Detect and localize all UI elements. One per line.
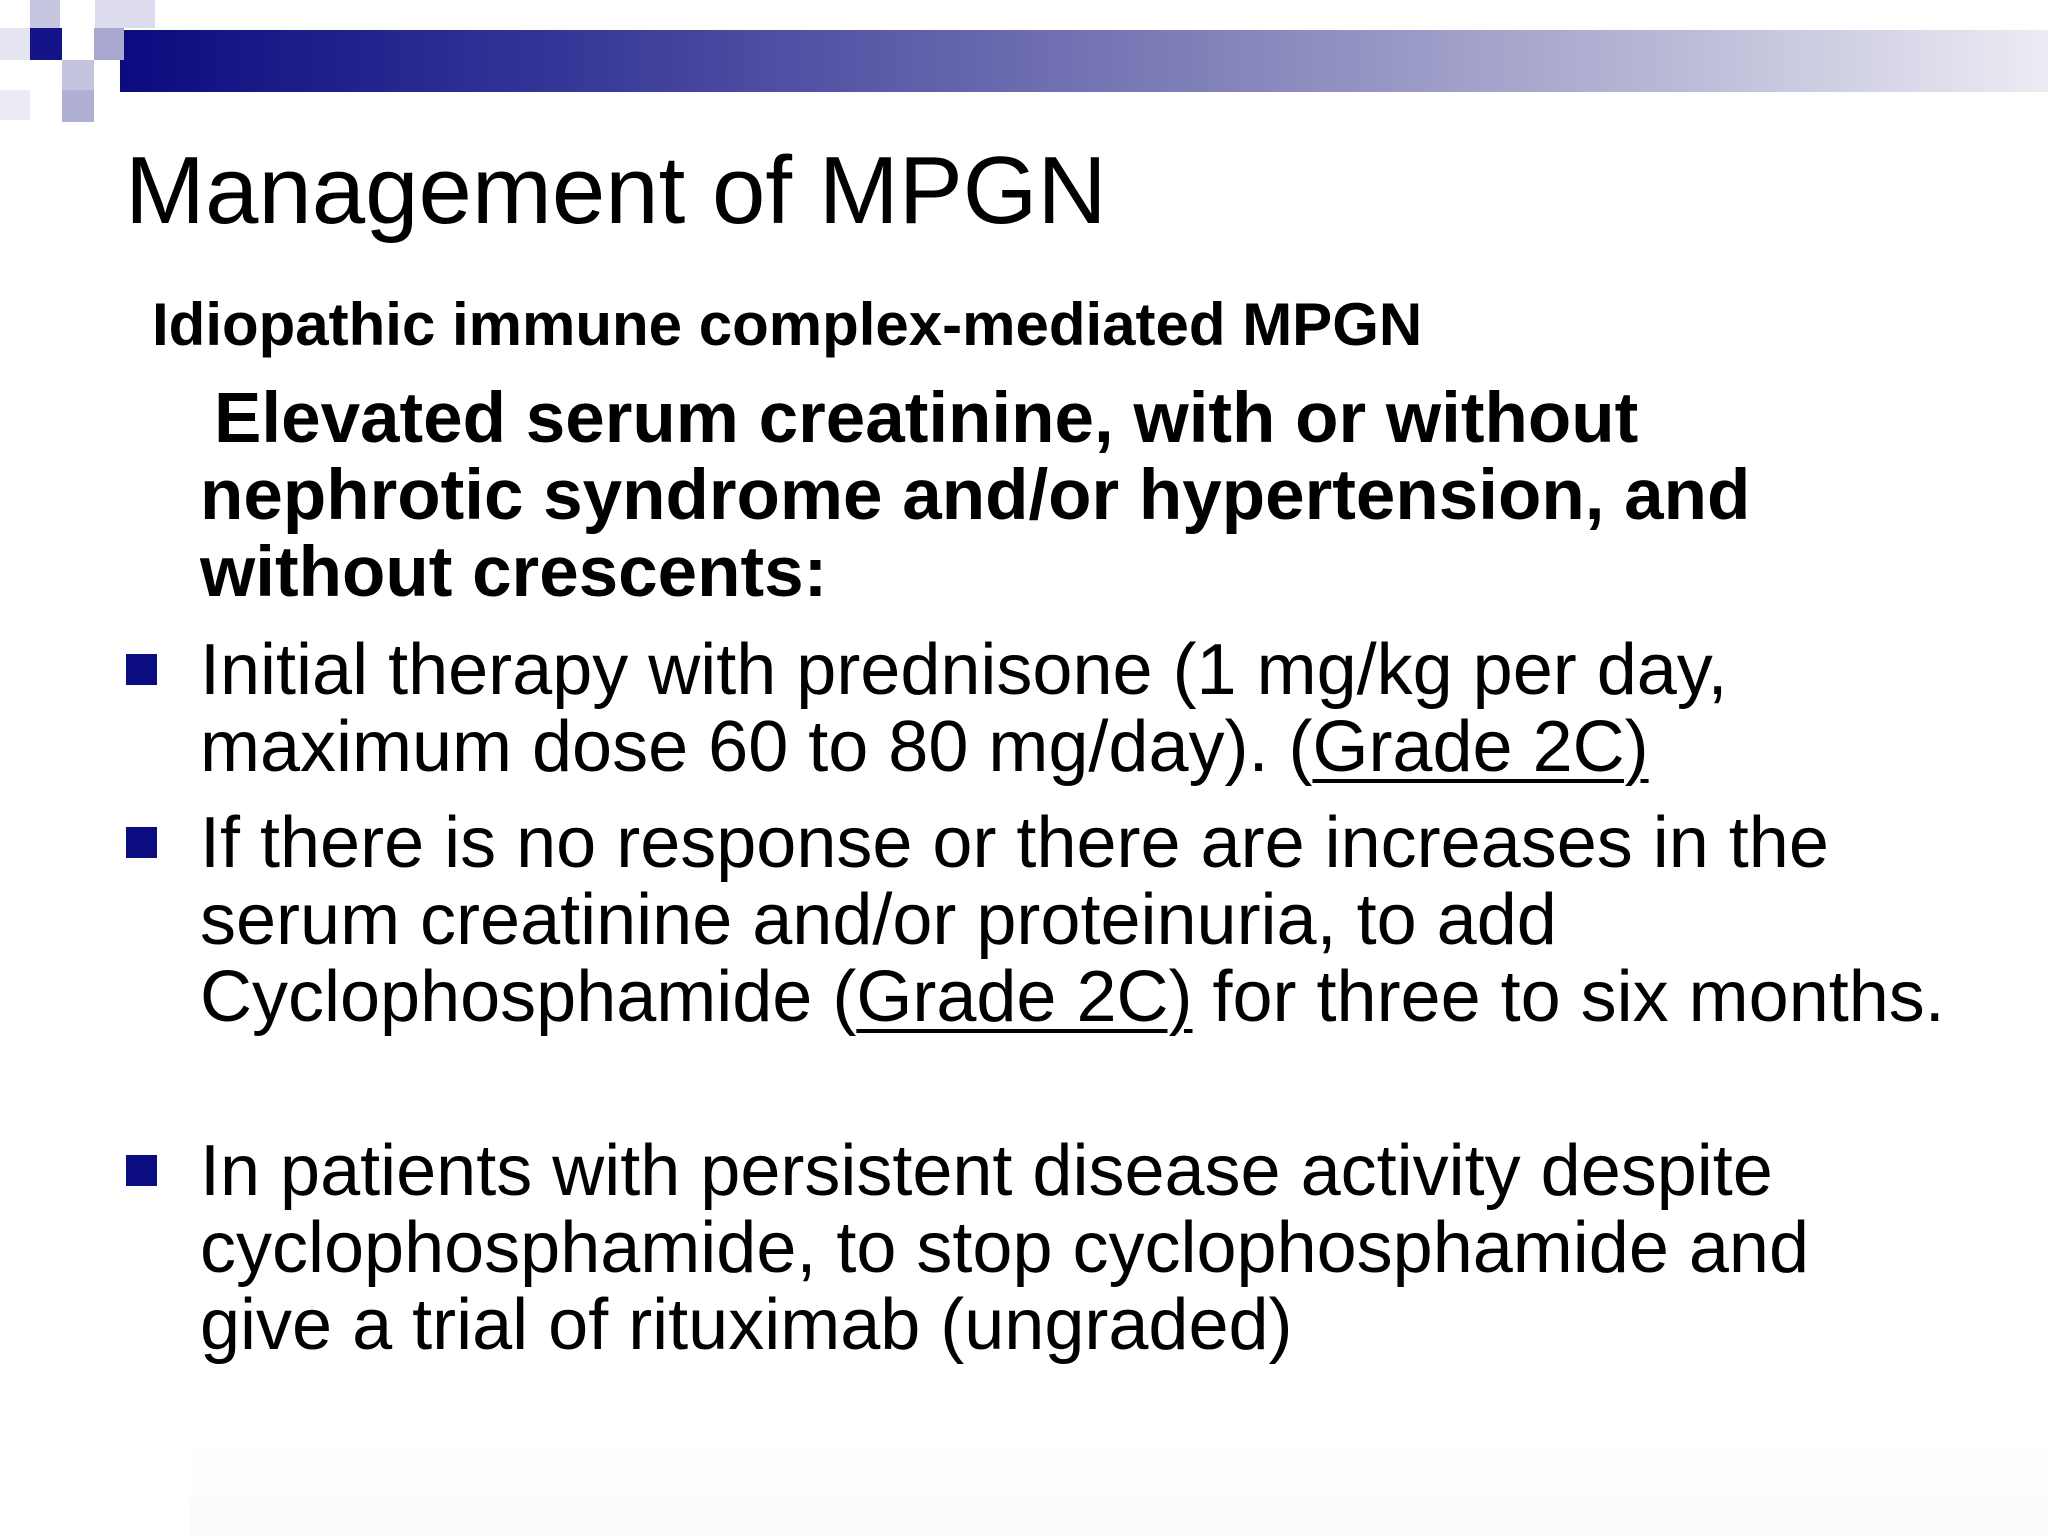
- square-bullet-icon: [126, 827, 157, 858]
- bullet-text: If there is no response or there are increases in the serum creatinine and/or proteinuria, to add Cyclophosphamide (: [200, 803, 1829, 1037]
- grade-link[interactable]: Grade 2C): [856, 957, 1193, 1037]
- bullet-text: In patients with persistent disease activity despite cyclophosphamide, to stop cyclophosphamide and give a trial of rituximab (ungraded): [200, 1131, 1809, 1365]
- list-item: [200, 632, 1960, 786]
- condition-text: [200, 380, 1900, 611]
- slide-title: Management of MPGN: [125, 137, 1107, 244]
- bullet-text-after: for three to six months.: [1192, 957, 1945, 1037]
- grade-link[interactable]: Grade 2C): [1312, 707, 1649, 787]
- bottom-shade: [190, 1440, 2048, 1536]
- square-bullet-icon: [126, 654, 157, 685]
- list-item: [200, 1133, 1960, 1364]
- list-item: [200, 805, 1960, 1036]
- condition-line-rest: nephrotic syndrome and/or hypertension, and without crescents:: [200, 456, 1751, 612]
- square-bullet-icon: [126, 1155, 157, 1186]
- header-gradient-band: [120, 30, 2048, 92]
- slide-subheading: Idiopathic immune complex-mediated MPGN: [152, 291, 1423, 358]
- bullet-text: Initial therapy with prednisone (1 mg/kg per day, maximum dose 60 to 80 mg/day). (: [200, 630, 1728, 787]
- condition-line-1: Elevated serum creatinine, with or without: [214, 379, 1639, 458]
- squares-logo-icon: [0, 0, 160, 130]
